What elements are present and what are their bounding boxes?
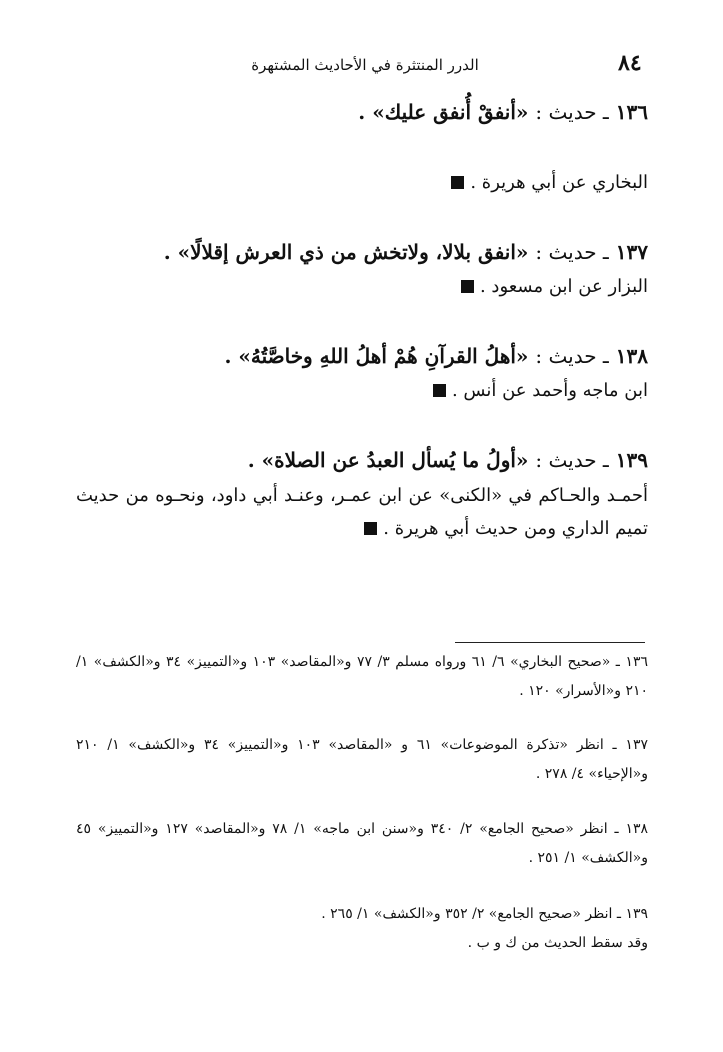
footnote: ١٣٩ ـ انظر «صحيح الجامع» ٢/ ٣٥٢ و«الكشف» ١/ ٢٦٥ . [321,906,648,922]
hadith-label: ـ حديث : [535,344,609,368]
footnote: ١٣٨ ـ انظر «صحيح الجامع» ٢/ ٣٤٠ و«سنن ابن ماجه» ١/ ٧٨ و«المقاصد» ١٢٧ و«التمييز» ٤٥ و«الكشف» ١/ ٢٥١ . [76,821,649,866]
end-marker-icon [461,280,474,293]
hadith-text: «أهلُ القرآنِ هُمْ أهلُ اللهِ وخاصَّتُهُ» . [224,344,529,368]
hadith-heading [164,240,648,264]
end-marker-icon [433,384,446,397]
footnote-note: وقد سقط الحديث من ك و ب . [467,935,648,951]
hadith-text: «أنفقْ أُنفق عليك» . [358,100,529,124]
hadith-source-text: البزار عن ابن مسعود . [479,276,648,297]
hadith-source-text: البخاري عن أبي هريرة . [470,172,648,193]
hadith-number: ١٣٨ [615,344,648,368]
hadith-text: «أولُ ما يُسأل العبدُ عن الصلاة» . [247,448,529,472]
footnote-separator [455,642,645,643]
hadith-heading [358,100,648,124]
footnote: ١٣٦ ـ «صحيح البخاري» ٦/ ٦١ ورواه مسلم ٣/ ٧٧ و«المقاصد» ١٠٣ و«التمييز» ٣٤ و«الكشف» ١/ ٢١٠ و«الأسرار» ١٢٠ . [76,654,648,699]
hadith-source [433,380,648,401]
hadith-number: ١٣٩ [615,448,648,472]
hadith-source-text: ابن ماجه وأحمد عن أنس . [451,380,648,401]
hadith-source [451,172,648,193]
hadith-heading [248,448,648,472]
end-marker-icon [364,522,377,535]
hadith-label: ـ حديث : [535,100,609,124]
hadith-number: ١٣٦ [615,100,648,124]
running-title: الدرر المنتثرة في الأحاديث المشتهرة [251,56,479,74]
hadith-source [461,276,648,297]
hadith-label: ـ حديث : [535,240,609,264]
end-marker-icon [451,176,464,189]
hadith-label: ـ حديث : [535,448,609,472]
hadith-source [76,479,648,545]
page-number: ٨٤ [618,50,642,76]
hadith-text: «انفق بلالا، ولاتخش من ذي العرش إقلالًا» . [163,240,529,264]
hadith-number: ١٣٧ [615,240,648,264]
hadith-source-text: أحمـد والحـاكم في «الكنى» عن ابن عمـر، وعنـد أبي داود، ونحـوه من حديث تميم الداري ومن حديث أبي هريرة . [76,485,648,539]
footnote: ١٣٧ ـ انظر «تذكرة الموضوعات» ٦١ و «المقاصد» ١٠٣ و«التمييز» ٣٤ و«الكشف» ١/ ٢١٠ و«الإحياء» ٤/ ٢٧٨ . [76,737,648,782]
hadith-heading [224,344,648,368]
